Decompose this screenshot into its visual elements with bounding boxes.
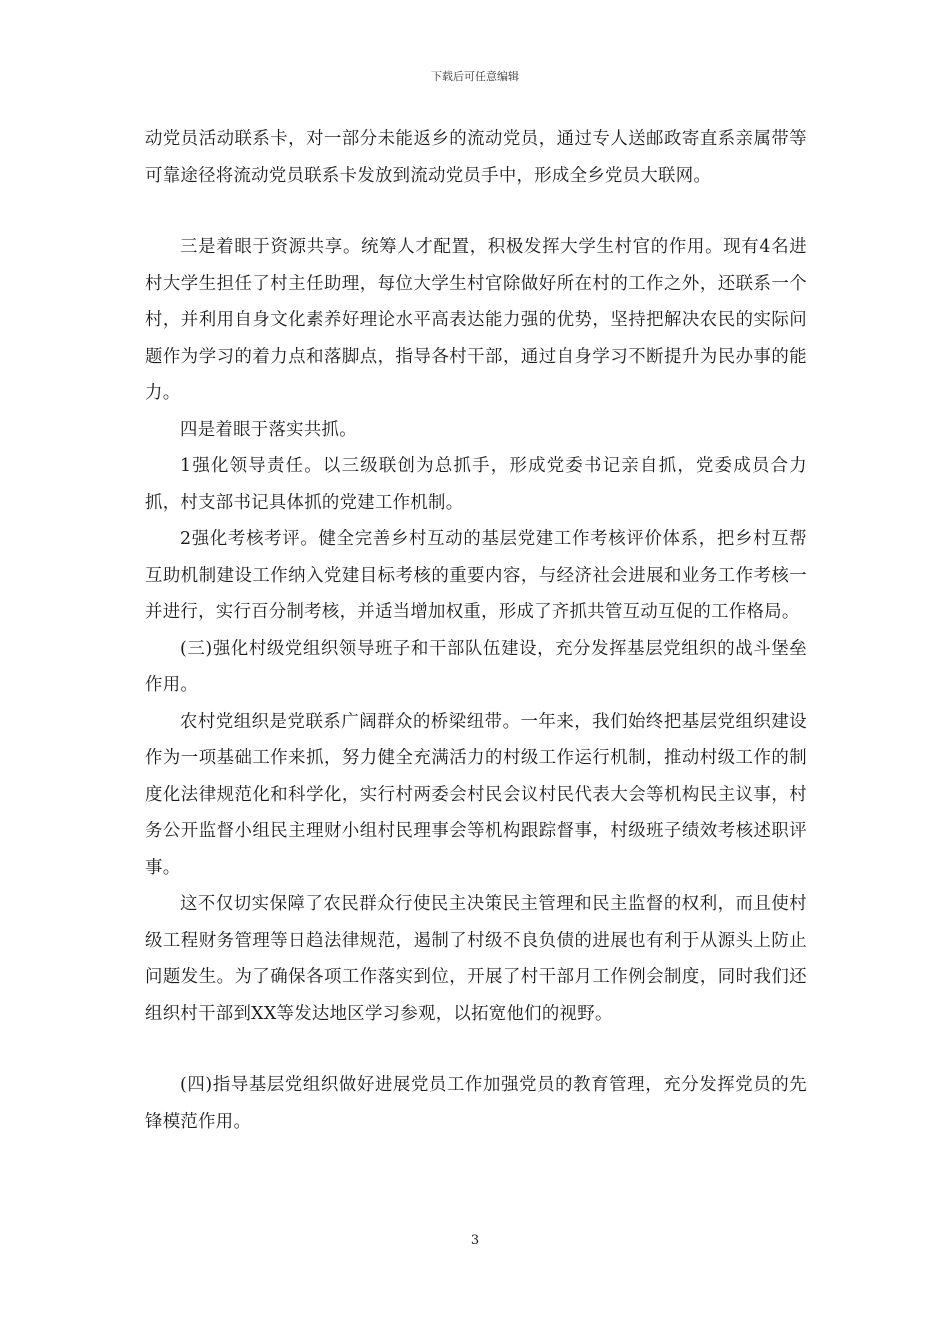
paragraph-2: 三是着眼于资源共享。统筹人才配置，积极发挥大学生村官的作用。现有4名进村大学生担任了村主任助理，每位大学生村官除做好所在村的工作之外，还联系一个村，并利用自身文化素养好理论水平高表达能力强的优势，坚持把解决农民的实际问题作为学习的着力点和落脚点，指导各村干部，通过自身学习不断提升为民办事的能力。: [145, 237, 807, 403]
paragraph-gap: [145, 1032, 807, 1067]
paragraph-7: 农村党组织是党联系广阔群众的桥梁纽带。一年来，我们始终把基层党组织建设作为一项基础工作来抓，努力健全充满活力的村级工作运行机制，推动村级工作的制度化法律规范化和科学化，实行村两委会村民会议村民代表大会等机构民主议事，村务公开监督小组民主理财小组村民理事会等机构跟踪督事，村级班子绩效考核述职评事。: [145, 711, 807, 878]
paragraph-5: 2强化考核考评。健全完善乡村互动的基层党建工作考核评价体系，把乡村互帮互助机制建设工作纳入党建目标考核的重要内容，与经济社会进展和业务工作考核一并进行，实行百分制考核，并适当增加权重，形成了齐抓共管互动互促的工作格局。: [145, 529, 807, 622]
paragraph-4: 1强化领导责任。以三级联创为总抓手，形成党委书记亲自抓，党委成员合力抓，村支部书记具体抓的党建工作机制。: [145, 456, 807, 513]
paragraph-1: 动党员活动联系卡，对一部分未能返乡的流动党员，通过专人送邮政寄直系亲属带等可靠途径将流动党员联系卡发放到流动党员手中，形成全乡党员大联网。: [145, 129, 807, 186]
paragraph-9: (四)指导基层党组织做好进展党员工作加强党员的教育管理，充分发挥党员的先锋模范作用。: [145, 1075, 807, 1132]
page-number: 3: [470, 1233, 480, 1248]
document-body: [145, 121, 807, 1140]
paragraph-gap: [145, 194, 807, 229]
page-header: 下载后可任意编辑: [431, 70, 519, 83]
paragraph-8: 这不仅切实保障了农民群众行使民主决策民主管理和民主监督的权利，而且使村级工程财务管理等日趋法律规范，遏制了村级不良负债的进展也有利于从源头上防止问题发生。为了确保各项工作落实到位，开展了村干部月工作例会制度，同时我们还组织村干部到XX等发达地区学习参观，以拓宽他们的视野。: [145, 894, 807, 1024]
paragraph-6: (三)强化村级党组织领导班子和干部队伍建设，充分发挥基层党组织的战斗堡垒作用。: [145, 638, 807, 695]
paragraph-3: 四是着眼于落实共抓。: [180, 419, 357, 440]
